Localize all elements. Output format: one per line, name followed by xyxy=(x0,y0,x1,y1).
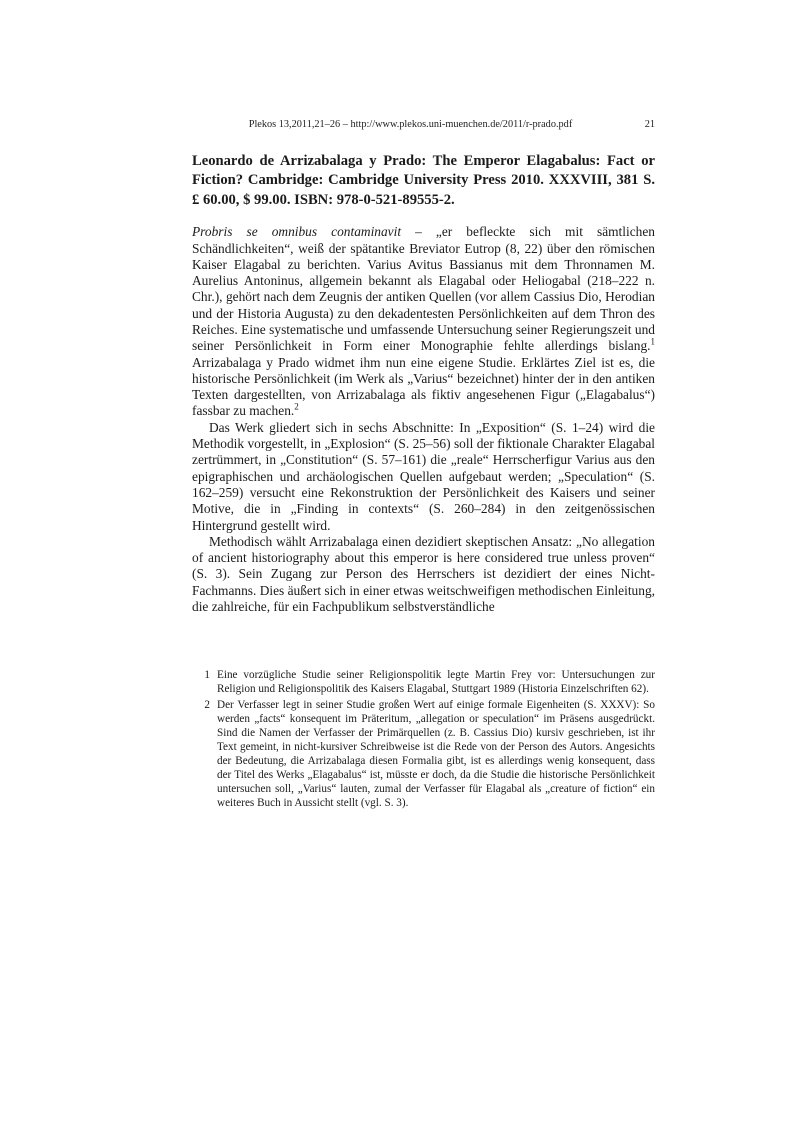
paragraph-2: Das Werk gliedert sich in sechs Abschnitte: In „Exposition“ (S. 1–24) wird die Methodik vorgestellt, in „Explosion“ (S. 25–56) soll der fiktionale Charakter Elagabal zertrümmert, in „Constitution“ (S. 57–161) die „reale“ Herrscherfigur Varius aus den epigraphischen und archäologischen Quellen aufgebaut werden; „Speculation“ (S. 162–259) versucht eine Rekonstruktion der Persönlichkeit des Kaisers und seiner Motive, die in „Finding in contexts“ (S. 260–284) in den zeitgenössischen Hintergrund gestellt wird. xyxy=(192,419,655,533)
paragraph-3: Methodisch wählt Arrizabalaga einen dezidiert skeptischen Ansatz: „No allegation of ancient historiography about this emperor is here considered true unless proven“ (S. 3). Sein Zugang zur Person des Herrschers ist dezidiert der eines Nicht-Fachmanns. Dies äußert sich in einer etwas weitschweifigen methodischen Einleitung, die zahlreiche, für ein Fachpublikum selbstverständliche xyxy=(192,533,655,615)
footnote-marker-2: 2 xyxy=(294,402,299,413)
paragraph-1-text-cont: Arrizabalaga y Prado widmet ihm nun eine eigene Studie. Erklärtes Ziel ist es, die historische Persönlichkeit (im Werk als „Varius“ bezeichnet) hinter der in den antiken Texten dargestellten, von Arrizabalaga als fiktiv angesehenen Figur („Elagabalus“) fassbar zu machen. xyxy=(192,354,655,419)
document-url[interactable]: http://www.plekos.uni-muenchen.de/2011/r-prado.pdf xyxy=(350,119,573,130)
footnote-1 xyxy=(192,668,655,696)
footnote-marker-1: 1 xyxy=(650,336,655,347)
paragraph-1-text: – „er befleckte sich mit sämtlichen Schändlichkeiten“, weiß der spätantike Breviator Eutrop (8, 22) über den römischen Kaiser Elagabal zu berichten. Varius Avitus Bassianus mit dem Thronnamen M. Aurelius Antoninus, allgemein bekannt als Elagabal oder Heliogabal (218–222 n. Chr.), gehört nach dem Zeugnis der antiken Quellen (vor allem Cassius Dio, Herodian und der Historia Augusta) zu den dekadentesten Persönlichkeiten auf dem Thron des Reiches. Eine systematische und umfassende Untersuchung seiner Regierungszeit und seiner Persönlichkeit in Form einer Monographie fehlte allerdings bislang. xyxy=(192,224,655,354)
header-reference xyxy=(192,119,655,131)
page-number: 21 xyxy=(644,119,655,130)
footnote-2 xyxy=(192,698,655,810)
main-text-column xyxy=(192,152,655,615)
footnote-number: 2 xyxy=(204,699,210,711)
footnotes-section xyxy=(192,668,655,812)
running-header xyxy=(192,119,655,131)
latin-quote: Probris se omnibus contaminavit xyxy=(192,224,402,240)
footnote-text: Der Verfasser legt in seiner Studie großen Wert auf einige formale Eigenheiten (S. XXXV): So werden „facts“ konsequent im Präteritum, „allegation or speculation“ im Präsens ausgedrückt. Sind die Namen der Verfasser der Primärquellen (z. B. Cassius Dio) kursiv geschrieben, ist ihr Text gemeint, in nicht-kursiver Schreibweise ist die Rede von der Person des Autors. Angesichts der Bedeutung, die Arrizabalaga diesen Formalia gibt, ist es allerdings wenig konsequent, dass der Titel des Werks „Elagabalus“ ist, müsste er doch, da die Studie die historische Persönlichkeit untersuchen soll, „Varius“ lauten, zumal der Verfasser für Elagabal als „creature of fiction“ ein weiteres Buch in Aussicht stellt (vgl. S. 3). xyxy=(217,699,655,809)
footnote-text: Eine vorzügliche Studie seiner Religionspolitik legte Martin Frey vor: Untersuchungen zur Religion und Religionspolitik des Kaisers Elagabal, Stuttgart 1989 (Historia Einzelschriften 62). xyxy=(217,669,655,695)
journal-reference: Plekos 13,2011,21–26 – xyxy=(248,119,348,130)
footnote-number: 1 xyxy=(204,669,210,681)
review-title: Leonardo de Arrizabalaga y Prado: The Emperor Elagabalus: Fact or Fiction? Cambridge: Cambridge University Press 2010. XXXVIII, 381 S. £ 60.00, $ 99.00. ISBN: 978-0-521-89555-2. xyxy=(192,153,655,208)
paragraph-1 xyxy=(192,224,655,420)
